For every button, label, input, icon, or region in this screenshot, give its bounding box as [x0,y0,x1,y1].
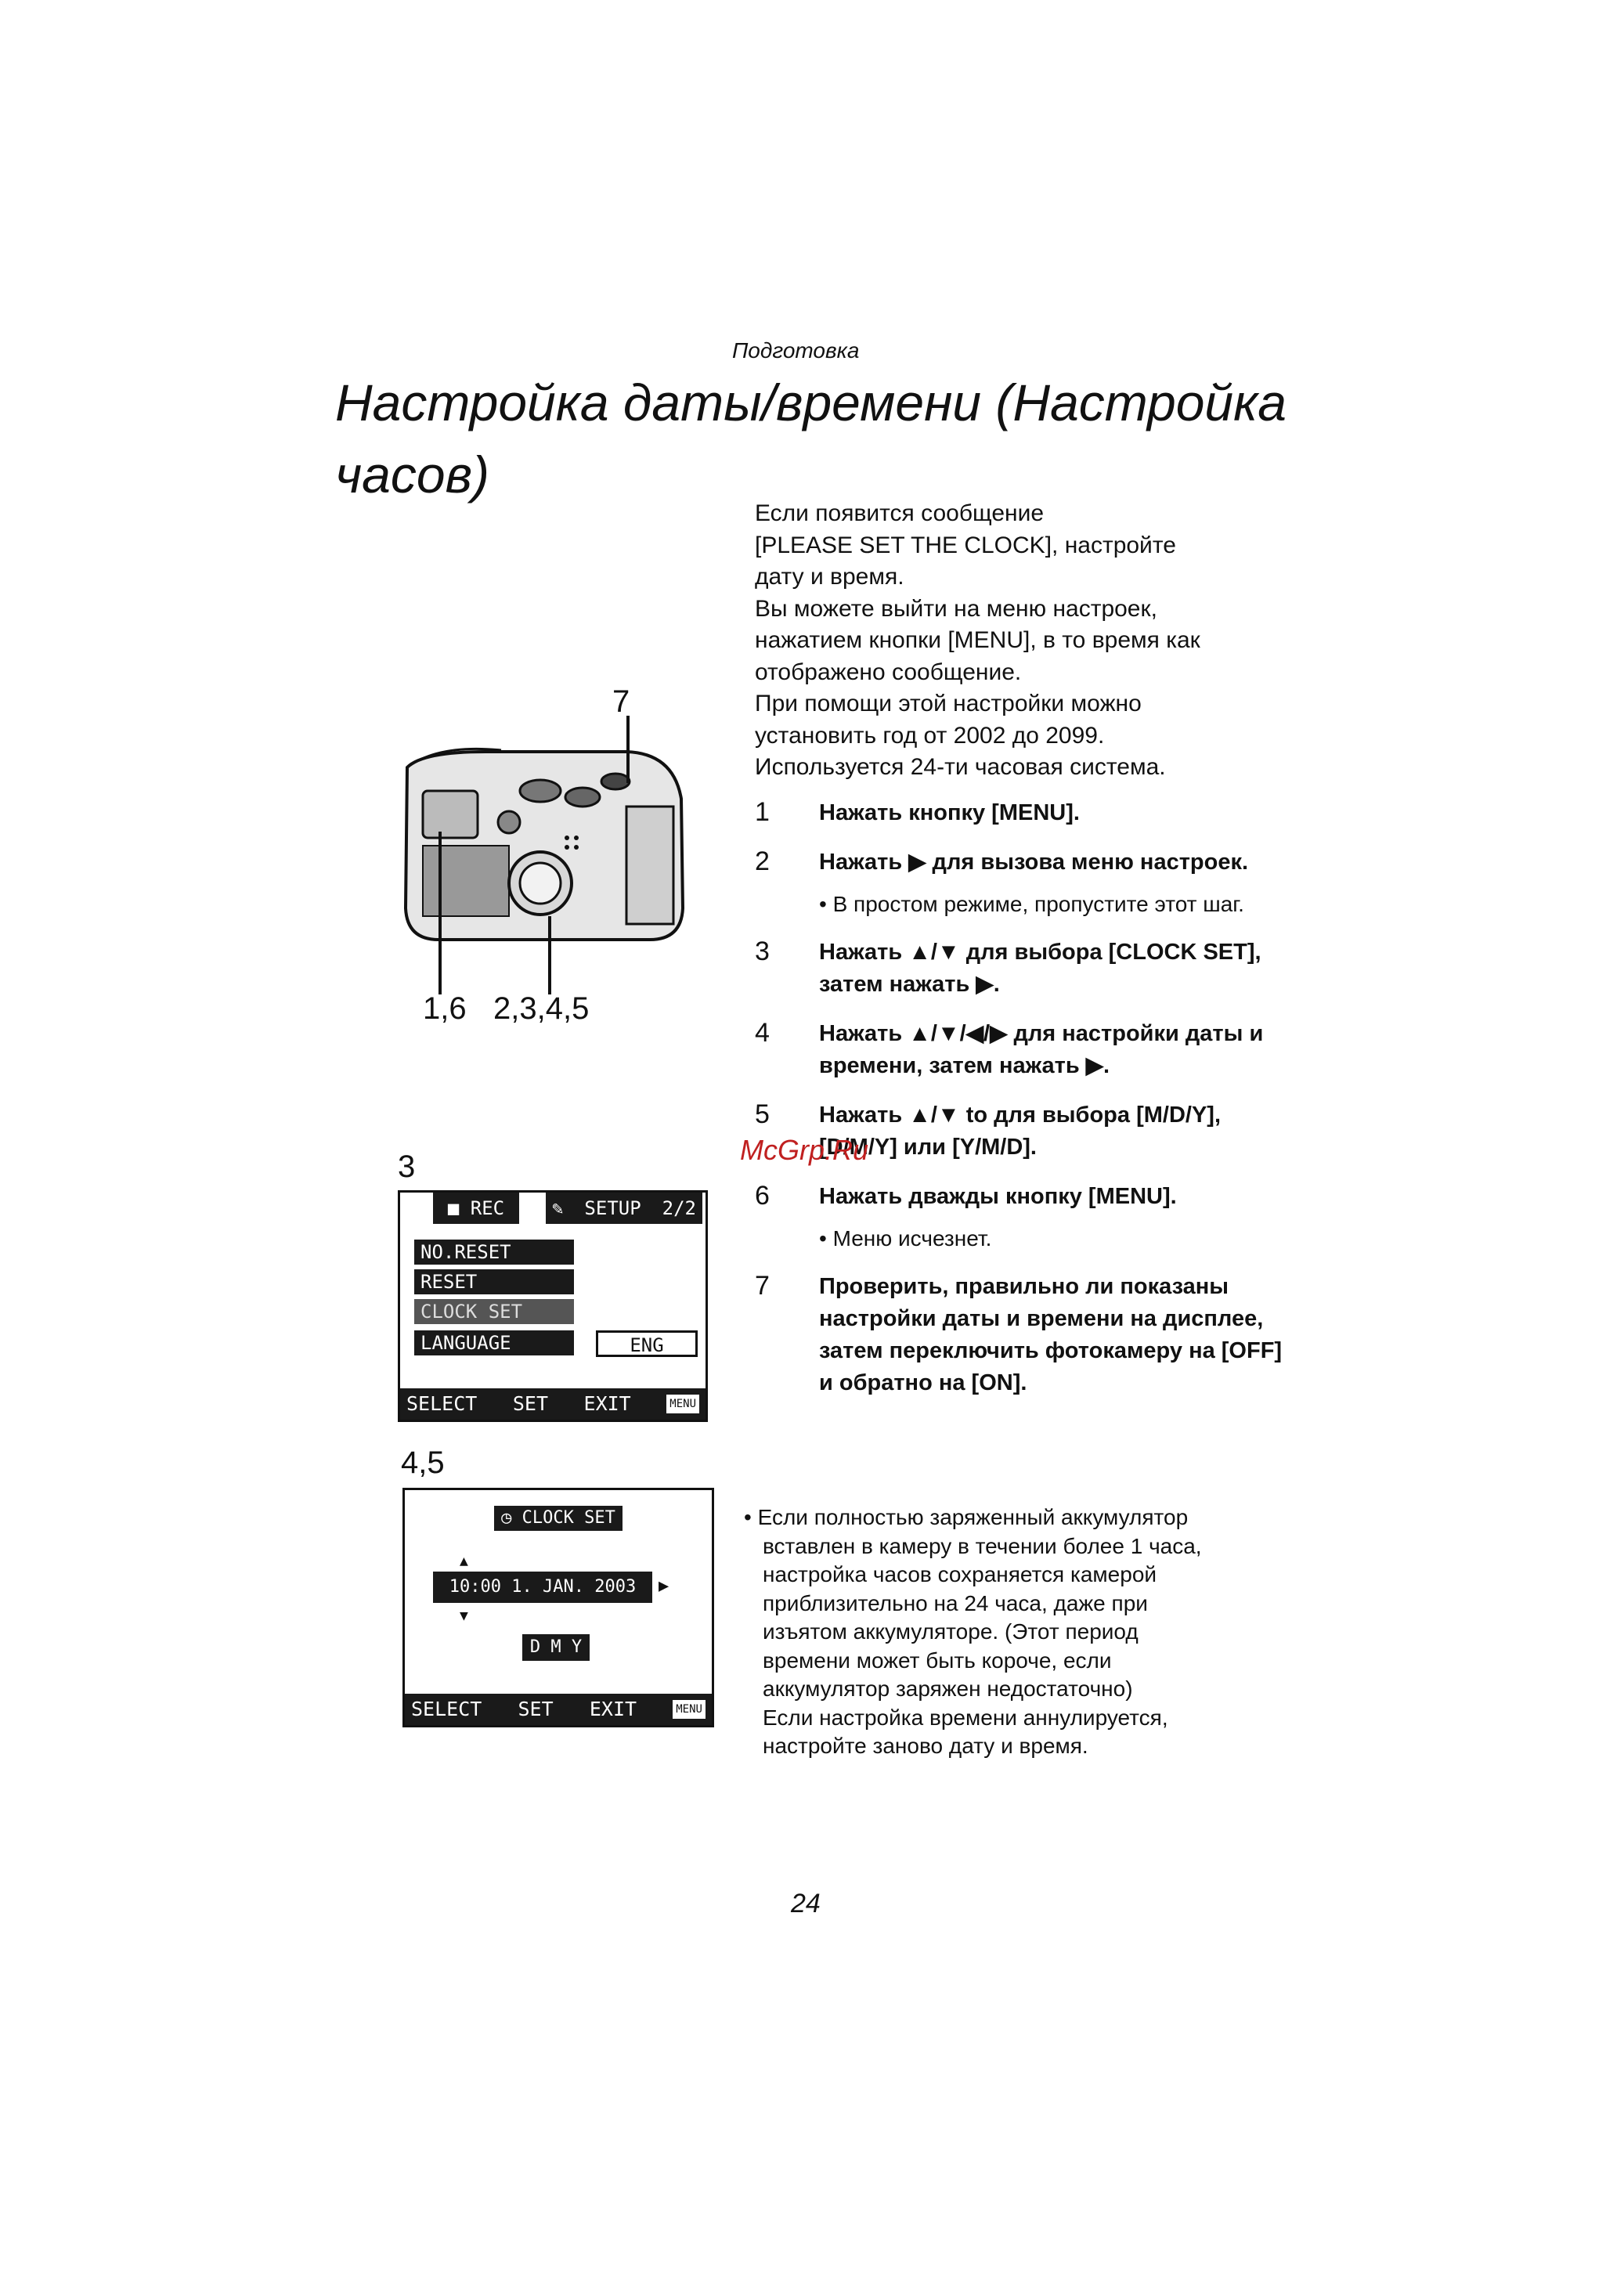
note-line: приблизительно на 24 часа, даже при [763,1590,1148,1615]
intro-line: дату и время. [755,564,904,590]
datetime-field: 10:00 1. JAN. 2003 [433,1572,652,1603]
menu-badge: MENU [673,1700,706,1719]
select-hint: SELECT [411,1698,482,1720]
step-3 [755,937,1287,1001]
menu-item-language: LANGUAGE [414,1330,574,1355]
set-hint: SET [512,1392,548,1415]
step-4 [755,1018,1287,1082]
step-number: 4 [755,1018,770,1048]
step-text: Нажать ▲/▼ to для выбора [M/D/Y], [D/M/Y] или [Y/M/D]. [819,1103,1222,1160]
clock-set-title: ◷ CLOCK SET [494,1506,623,1531]
callout-2-5: 2,3,4,5 [493,991,590,1026]
status-bar [400,1388,706,1420]
menu-item-clock-set: CLOCK SET [414,1299,574,1324]
clock-set-screen [402,1488,714,1727]
menu-item-reset: RESET [414,1269,574,1294]
callout-7: 7 [612,684,630,719]
note-line: вставлен в камеру в течении более 1 часа, [763,1533,1202,1558]
step-2 [755,846,1287,879]
watermark: McGrp.Ru [740,1134,869,1166]
callout-1-6: 1,6 [423,991,467,1026]
screen3-label: 3 [398,1150,416,1184]
intro-line: [PLEASE SET THE CLOCK], настройте [755,532,1176,558]
note-line: Если настройка времени аннулируется, [763,1705,1168,1730]
note-line: • Если полностью заряженный аккумулятор [744,1505,1189,1529]
camera-icon: ■ [447,1197,460,1219]
note-line: аккумулятор заряжен недостаточно) [763,1676,1133,1701]
down-arrow-icon: ▼ [460,1608,468,1624]
step-1 [755,797,1287,829]
step-text: Нажать ▲/▼ для выбора [CLOCK SET], затем нажать ▶. [819,940,1261,997]
intro-line: При помощи этой настройки можно [755,691,1142,716]
step-number: 5 [755,1099,770,1129]
step-text: Нажать дважды кнопку [MENU]. [819,1184,1177,1209]
camera-illustration [392,705,705,1034]
step-text: Нажать ▶ для вызова меню настроек. [819,850,1249,875]
tab-setup: ✎ SETUP 2/2 [546,1193,702,1224]
intro-line: установить год от 2002 до 2099. [755,722,1105,749]
step-number: 2 [755,846,770,876]
intro-line: Если появится сообщение [755,500,1045,526]
step-7 [755,1271,1287,1399]
exit-hint: EXIT [589,1698,637,1720]
steps-list [755,797,1287,1417]
menu-badge: MENU [666,1395,699,1413]
wrench-icon: ✎ [552,1197,564,1219]
tab-rec: ■ REC [433,1193,519,1224]
intro-line: отображено сообщение. [755,659,1022,685]
section-label: Подготовка [732,338,860,363]
step-text: Нажать ▲/▼/◀/▶ для настройки даты и времени, затем нажать ▶. [819,1021,1264,1078]
note-line: настройка часов сохраняется камерой [763,1562,1157,1586]
step-text: Проверить, правильно ли показаны настройки даты и времени на дисплее, затем переключить фотокамеру на [OFF] и обратно на [ON]. [819,1274,1283,1395]
page-indicator: 2/2 [662,1197,696,1219]
set-hint: SET [518,1698,554,1720]
step-number: 7 [755,1271,770,1301]
note-text [744,1503,1292,1761]
clock-icon: ◷ [501,1508,512,1528]
language-value: ENG [596,1330,698,1357]
right-arrow-icon: ▶ [659,1576,669,1596]
step-bullet: • В простом режиме, пропустите этот шаг. [819,892,1244,916]
menu-item-no-reset: NO.RESET [414,1240,574,1265]
page-title: Настройка даты/времени (Настройка часов) [335,374,1287,503]
step-bullet: • Меню исчезнет. [819,1226,992,1251]
intro-line: Вы можете выйти на меню настроек, [755,595,1157,622]
exit-hint: EXIT [583,1392,631,1415]
step-text: Нажать кнопку [MENU]. [819,800,1080,825]
intro-line: нажатием кнопки [MENU], в то время как [755,627,1200,653]
up-arrow-icon: ▲ [460,1553,468,1569]
status-bar [405,1694,712,1725]
note-line: времени может быть короче, если [763,1648,1112,1673]
note-line: изъятом аккумуляторе. (Этот период [763,1619,1139,1644]
date-format-field: D M Y [522,1634,590,1661]
screen45-label: 4,5 [401,1445,445,1480]
step-number: 6 [755,1181,770,1211]
intro-text [755,498,1287,784]
note-line: настройте заново дату и время. [763,1734,1088,1758]
camera-figure [392,684,705,1034]
select-hint: SELECT [406,1392,478,1415]
setup-menu-screen [398,1190,708,1422]
step-6 [755,1181,1287,1213]
page-number: 24 [791,1889,821,1918]
intro-line: Используется 24-ти часовая система. [755,754,1166,780]
step-number: 1 [755,797,770,827]
step-number: 3 [755,937,770,966]
